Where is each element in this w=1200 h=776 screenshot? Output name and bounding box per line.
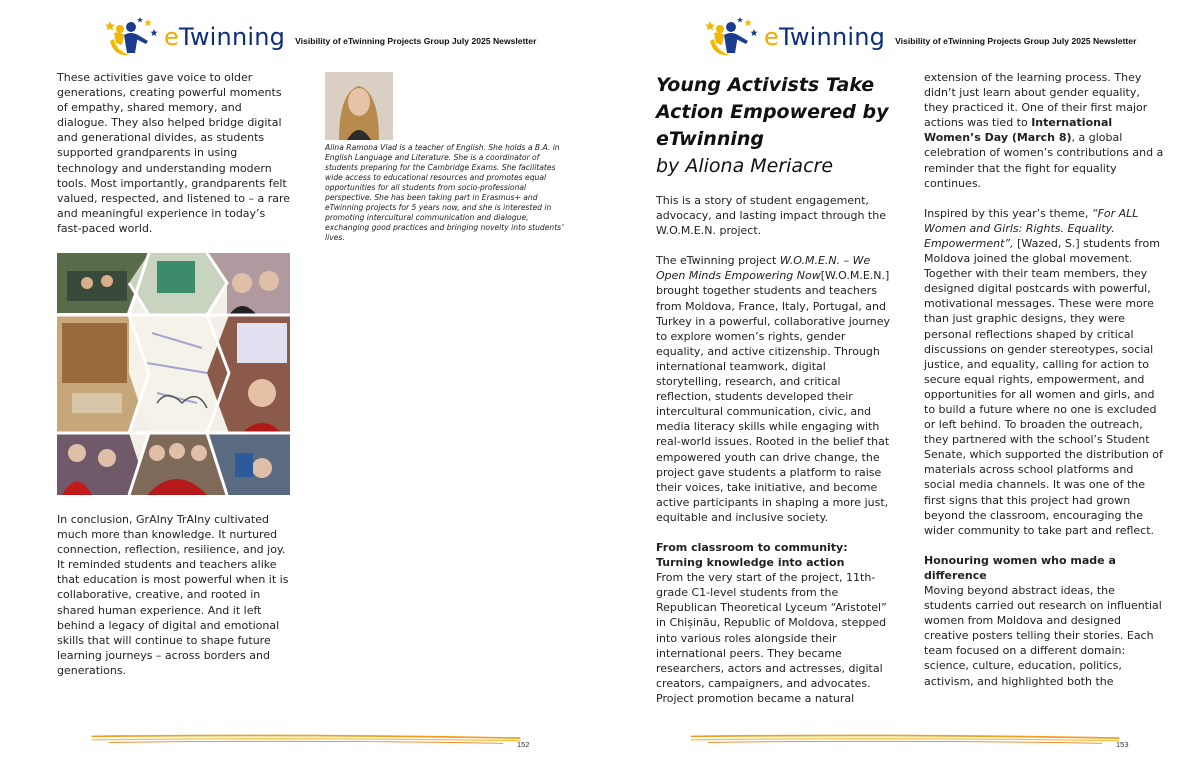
article-title: Young Activists Take Action Empowered by eTwinning [656, 74, 889, 150]
newsletter-title: Visibility of eTwinning Projects Group July 2025 Newsletter [295, 36, 537, 46]
theme-paragraph [924, 206, 1164, 538]
etwinning-logo [704, 15, 885, 59]
etwinning-logo [104, 15, 285, 59]
project-text-b: [W.O.M.E.N.] brought together students and teachers from Moldova, France, Italy, Portugal, and Turkey in a powerful, collaborative journey to explore women’s rights, gender equality, and active citizenship. Through international teamwork, digital storytelling, research, and critical reflection, students developed their intercultural communication, civic, and media literacy skills while engaging with real-world issues. Rooted in the belief that empowered youth can drive change, the project gave students a platform to raise their voices, take initiative, and become active participants in shaping a more just, equitable and inclusive society. [656, 269, 891, 524]
section-heading-classroom: From classroom to community: Turning knowledge into action [656, 540, 848, 570]
page-header [704, 14, 1136, 60]
logo-twinning: Twinning [178, 23, 286, 51]
article-title-block [656, 72, 896, 180]
page-header [104, 14, 536, 60]
womens-day-text-b: , a global celebration of women’s contributions and a reminder that the fight for equality continues. [924, 131, 1164, 190]
intro-column [57, 70, 292, 236]
article-column-2 [924, 70, 1164, 689]
project-paragraph [656, 253, 891, 525]
logo-wordmark [764, 23, 885, 51]
classroom-paragraph: From the very start of the project, 11th-grade C1-level students from the Republican Theoretical Lyceum “Aristotel” in Chișinău, Republic of Moldova, stepped into various roles alongside their international peers. They became researchers, actors and actresses, digital creators, campaigners, and advocates. Project promotion became a natural [656, 571, 887, 705]
conclusion-paragraph: In conclusion, GrAIny TrAIny cultivated much more than knowledge. It nurtured connection, reflection, resilience, and joy. It reminded students and teachers alike that education is most powerful when it is collaborative, creative, and rooted in shared human experience. And it left behind a legacy of digital and emotional skills that will continue to shape future learning journeys – across borders and generations. [57, 513, 289, 677]
footer-decorative-line [56, 733, 556, 745]
womens-day-bold: International Women’s Day (March 8) [924, 116, 1113, 145]
author-bio: Alina Ramona Vlad is a teacher of English. She holds a B.A. in English Language and Literature. She is a coordinator of students preparing for the Cambridge Exams. She facilitates wide access to educational resources and promotes equal opportunities for all students from socio-professional perspective. She has been taking part in Erasmus+ and eTwinning projects for 5 years now, and she is interested in promoting intercultural communication and dialogue, exchanging good practices and bringing novelty into students’ lives. [325, 143, 564, 242]
project-name: W.O.M.E.N. – We Open Minds Empowering Now [656, 254, 871, 283]
section-heading-honouring: Honouring women who made a difference [924, 553, 1116, 582]
article-byline: by Aliona Meriacre [656, 155, 834, 177]
project-text-a: The eTwinning project [656, 254, 780, 268]
conclusion-column [57, 512, 292, 678]
article-intro: This is a story of student engagement, advocacy, and lasting impact through the W.O.M.E.N. project. [656, 194, 886, 238]
newsletter-title: Visibility of eTwinning Projects Group July 2025 Newsletter [895, 36, 1137, 46]
page-number: 152 [517, 740, 530, 749]
project-photo-collage [57, 253, 290, 495]
etwinning-figure-icon [104, 15, 162, 59]
logo-wordmark [164, 23, 285, 51]
page-number: 153 [1116, 740, 1129, 749]
intro-paragraph: These activities gave voice to older generations, creating powerful moments of empathy, shared memory, and dialogue. They also helped bridge digital and generational divides, as students supported grandparents in using technology and understanding modern tools. Most importantly, grandparents felt valued, respected, and listened to – a rare and meaningful experience in today’s fast-paced world. [57, 71, 291, 235]
theme-quote: “For ALL Women and Girls: Rights. Equality. Empowerment”, [924, 206, 1139, 250]
logo-e: e [764, 23, 779, 51]
honouring-paragraph: Moving beyond abstract ideas, the students carried out research on influential women from Moldova and designed creative posters telling their stories. Each team focused on a different domain: science, culture, education, politics, activism, and highlighted both the [924, 584, 1162, 688]
logo-e: e [164, 23, 179, 51]
logo-twinning: Twinning [778, 23, 886, 51]
article-column-1 [656, 193, 891, 706]
theme-text-a: Inspired by this year’s theme, [924, 206, 1092, 220]
womens-day-paragraph [924, 70, 1164, 191]
footer-decorative-line [655, 733, 1155, 745]
etwinning-figure-icon [704, 15, 762, 59]
theme-text-b: [Wazed, S.] students from Moldova joined the global movement. Together with their team members, they designed digital postcards with powerful, motivational messages. These were more than just graphic designs, they were personal reflections shaped by critical discussions on gender stereotypes, social justice, and equality, calling for action to secure equal rights, empowerment, and opportunities for all women and girls, and to build a future where no one is excluded or left behind. To broaden the outreach, they partnered with the school’s Student Senate, which supported the distribution of materials across school platforms and social media channels. It was one of the first signs that this project had grown beyond the classroom, encouraging the wider community to take part and reflect. [924, 236, 1163, 537]
author-portrait [325, 72, 393, 140]
womens-day-text-a: extension of the learning process. They didn’t just learn about gender equality, they practiced it. One of their first major actions was tied to [924, 71, 1148, 130]
